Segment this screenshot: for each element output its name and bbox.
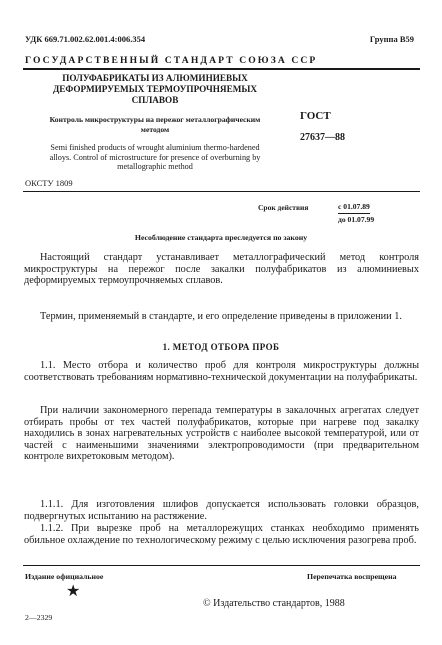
header-divider [23, 68, 420, 70]
footer-divider [23, 565, 420, 566]
print-code: 2—2329 [25, 613, 53, 622]
gost-label: ГОСТ [300, 110, 331, 122]
section-title: 1. МЕТОД ОТБОРА ПРОБ [162, 342, 280, 352]
udk-code: УДК 669.71.002.62.001.4:006.354 [25, 34, 146, 44]
legal-notice: Несоблюдение стандарта преследуется по закону [134, 233, 308, 242]
reprint-prohibited: Перепечатка воспрещена [307, 572, 397, 581]
validity-dates [338, 201, 374, 225]
validity-to: до 01.07.99 [338, 215, 375, 224]
validity-label: Срок действия [258, 203, 309, 212]
gost-number: 27637—88 [300, 132, 345, 143]
title-divider [23, 191, 420, 192]
document-title: ПОЛУФАБРИКАТЫ ИЗ АЛЮМИНИЕВЫХ ДЕФОРМИРУЕМЫХ ТЕРМОУПРОЧНЯЕМЫХ СПЛАВОВ [52, 73, 258, 105]
validity-from: с 01.07.89 [338, 201, 370, 214]
document-subtitle: Контроль микроструктуры на пережог металлографическим методом [49, 115, 261, 134]
english-title: Semi finished products of wrought aluminium thermo-hardened alloys. Control of microstructure for presence of overburning by metallographic method [49, 143, 261, 171]
standard-union-heading: ГОСУДАРСТВЕННЫЙ СТАНДАРТ СОЮЗА ССР [25, 55, 318, 66]
paragraph-1-1: 1.1. Место отбора и количество проб для контроля микроструктуры должны соответствовать требованиям нормативно-технической документации на полуфабрикаты. [24, 360, 419, 383]
okstu-code: ОКСТУ 1809 [25, 178, 73, 188]
official-edition: Издание официальное [25, 572, 104, 581]
paragraph-1-1-2: 1.1.2. При вырезке проб на металлорежущих станках необходимо применять обильное охлаждение по технологическому режиму с целью исключения разогрева проб. [24, 523, 419, 546]
copyright: © Издательство стандартов, 1988 [203, 598, 345, 609]
paragraph-1-1-1: 1.1.1. Для изготовления шлифов допускается использовать головки образцов, подвергнутых испытанию на растяжение. [24, 499, 419, 522]
paragraph-intro: Настоящий стандарт устанавливает металлографический метод контроля микроструктуры на пережог после закалки полуфабрикатов из алюминиевых деформируемых термоупрочняемых сплавов. [24, 252, 419, 287]
paragraph-terms: Термин, применяемый в стандарте, и его определение приведены в приложении 1. [40, 311, 402, 322]
paragraph-temperature: При наличии закономерного перепада температуры в закалочных агрегатах следует отбирать пробы от тех частей полуфабрикатов, которые при нагреве под закалку находились в зонах нагревательных устройств с наиболее высокой температурой, или от частей с наименьшими значениями электропроводимости (при предварительном контроле вихретоковым методом). [24, 405, 419, 463]
group-code: Группа В59 [369, 34, 414, 44]
document-header [25, 34, 414, 48]
star-icon: ★ [66, 583, 81, 600]
